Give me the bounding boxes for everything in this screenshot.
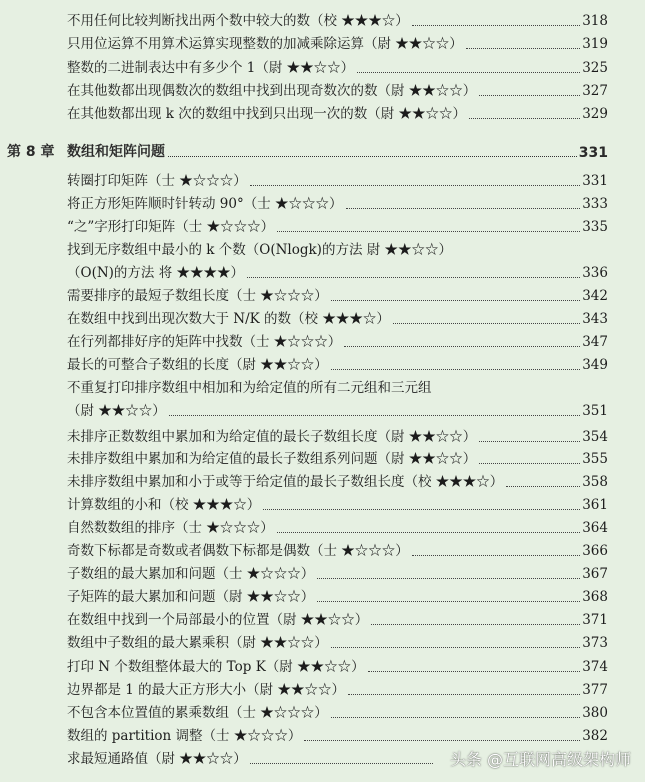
- toc-leader-dots: [412, 25, 580, 26]
- toc-entry[interactable]: [67, 101, 608, 123]
- toc-entry-page: 325: [582, 60, 608, 76]
- toc-entry-continued[interactable]: [67, 260, 608, 282]
- toc-entry-page: 327: [582, 83, 608, 99]
- toc-entry[interactable]: [67, 584, 608, 606]
- toc-entry-title: （O(N)的方法 将 ★★★★）: [67, 265, 244, 281]
- toc-entry-title: 在数组中找到出现次数大于 N/K 的数（校 ★★★☆）: [67, 311, 390, 327]
- toc-entry[interactable]: [67, 352, 608, 374]
- toc-entry-title: 最长的可整合子数组的长度（尉 ★★☆☆）: [67, 357, 328, 373]
- toc-entry-title: 不用任何比较判断找出两个数中较大的数（校 ★★★☆）: [67, 13, 409, 29]
- toc-entry-page: 358: [582, 474, 608, 490]
- toc-entry-title: 求最短通路值（尉 ★★☆☆）: [67, 751, 247, 767]
- toc-entry-page: 329: [582, 106, 608, 122]
- toc-entry[interactable]: [67, 424, 608, 446]
- toc-leader-dots: [331, 300, 580, 301]
- toc-entry[interactable]: [67, 654, 608, 676]
- toc-entry[interactable]: [67, 191, 608, 213]
- toc-leader-dots: [317, 601, 580, 602]
- toc-entry-page: 331: [582, 173, 608, 189]
- chapter-heading[interactable]: [7, 139, 608, 161]
- toc-leader-dots: [277, 231, 580, 232]
- toc-entry-title: 自然数数组的排序（士 ★☆☆☆）: [67, 520, 274, 536]
- toc-entry-title: 不包含本位置值的累乘数组（士 ★☆☆☆）: [67, 705, 328, 721]
- toc-entry-page: 361: [582, 497, 608, 513]
- toc-leader-dots: [250, 185, 580, 186]
- toc-entry[interactable]: [67, 515, 608, 537]
- toc-entry-title: 未排序数组中累加和小于或等于给定值的最长子数组长度（校 ★★★☆）: [67, 474, 504, 490]
- toc-entry-page: 374: [582, 659, 608, 675]
- toc-leader-dots: [169, 415, 580, 416]
- toc-entry-page: 335: [582, 219, 608, 235]
- toc-entry-title: 找到无序数组中最小的 k 个数（O(Nlogk)的方法 尉 ★★☆☆）: [67, 242, 453, 258]
- toc-entry-title: 子矩阵的最大累加和问题（尉 ★★☆☆）: [67, 589, 315, 605]
- toc-leader-dots: [479, 95, 580, 96]
- toc-entry-page: 354: [582, 429, 608, 445]
- toc-leader-dots: [371, 624, 580, 625]
- toc-leader-dots: [479, 441, 580, 442]
- toc-entry[interactable]: [67, 630, 608, 652]
- toc-entry-title: 转圈打印矩阵（士 ★☆☆☆）: [67, 173, 247, 189]
- toc-leader-dots: [247, 277, 580, 278]
- toc-entry-title: 子数组的最大累加和问题（士 ★☆☆☆）: [67, 566, 315, 582]
- toc-leader-dots: [479, 463, 580, 464]
- toc-entry-page: 364: [582, 520, 608, 536]
- toc-leader-dots: [393, 323, 580, 324]
- toc-entry-title: 奇数下标都是奇数或者偶数下标都是偶数（士 ★☆☆☆）: [67, 543, 409, 559]
- chapter-number: 第 8 章: [7, 144, 55, 160]
- toc-entry[interactable]: [67, 607, 608, 629]
- chapter-page: 331: [578, 145, 608, 161]
- toc-leader-dots: [250, 763, 433, 764]
- toc-entry[interactable]: [67, 8, 608, 30]
- toc-entry-page: 319: [582, 36, 608, 52]
- toc-entry-title: 边界都是 1 的最大正方形大小（尉 ★★☆☆）: [67, 682, 345, 698]
- toc-leader-dots: [344, 346, 580, 347]
- toc-leader-dots: [346, 208, 581, 209]
- toc-leader-dots: [331, 647, 580, 648]
- toc-leader-dots: [168, 156, 577, 157]
- toc-entry[interactable]: [67, 329, 608, 351]
- toc-leader-dots: [304, 740, 580, 741]
- toc-entry-title: 不重复打印排序数组中相加和为给定值的所有二元组和三元组: [67, 380, 432, 396]
- toc-entry-page: 371: [582, 612, 608, 628]
- toc-entry-page: 349: [582, 357, 608, 373]
- toc-entry[interactable]: [67, 561, 608, 583]
- toc-entry-page: 336: [582, 265, 608, 281]
- toc-entry-page: 318: [582, 13, 608, 29]
- toc-entry-title: 未排序数组中累加和为给定值的最长子数组系列问题（尉 ★★☆☆）: [67, 451, 477, 467]
- toc-entry-page: 333: [582, 196, 608, 212]
- toc-entry-title: 将正方形矩阵顺时针转动 90°（士 ★☆☆☆）: [67, 196, 343, 212]
- toc-entry[interactable]: [67, 78, 608, 100]
- toc-entry-title: 数组中子数组的最大累乘积（尉 ★★☆☆）: [67, 635, 328, 651]
- chapter-title: 数组和矩阵问题: [67, 144, 165, 160]
- toc-entry-page: 366: [582, 543, 608, 559]
- toc-entry-page: 382: [582, 728, 608, 744]
- toc-entry-title: “之”字形打印矩阵（士 ★☆☆☆）: [67, 219, 275, 235]
- toc-entry-page: 367: [582, 566, 608, 582]
- watermark: 头条 @互联网高级架构师: [449, 750, 631, 769]
- toc-entry-page: 377: [582, 682, 608, 698]
- toc-leader-dots: [506, 486, 580, 487]
- toc-entry-page: 368: [582, 589, 608, 605]
- toc-entry[interactable]: [67, 283, 608, 305]
- toc-leader-dots: [331, 369, 580, 370]
- toc-leader-dots: [368, 671, 581, 672]
- toc-entry-title: 打印 N 个数组整体最大的 Top K（尉 ★★☆☆）: [67, 659, 365, 675]
- toc-leader-dots: [331, 717, 580, 718]
- toc-entry[interactable]: [67, 214, 608, 236]
- toc-entry-continued[interactable]: [67, 398, 608, 420]
- toc-entry-page: 351: [582, 403, 608, 419]
- toc-entry[interactable]: [67, 168, 608, 190]
- toc-entry-title: 在其他数都出现偶数次的数组中找到出现奇数次的数（尉 ★★☆☆）: [67, 83, 477, 99]
- toc-entry-page: 373: [582, 635, 608, 651]
- toc-leader-dots: [469, 118, 580, 119]
- toc-leader-dots: [348, 694, 580, 695]
- toc-entry-title: 未排序正数数组中累加和为给定值的最长子数组长度（尉 ★★☆☆）: [67, 429, 477, 445]
- toc-entry[interactable]: [67, 31, 608, 53]
- toc-entry-title: 只用位运算不用算术运算实现整数的加减乘除运算（尉 ★★☆☆）: [67, 36, 463, 52]
- toc-entry[interactable]: [67, 723, 608, 745]
- toc-entry-page: 355: [582, 451, 608, 467]
- toc-entry[interactable]: [67, 677, 608, 699]
- toc-entry[interactable]: [67, 746, 435, 768]
- toc-entry[interactable]: [67, 492, 608, 514]
- toc-entry[interactable]: [67, 375, 608, 397]
- toc-entry[interactable]: [67, 538, 608, 560]
- toc-entry-title: 整数的二进制表达中有多少个 1（尉 ★★☆☆）: [67, 60, 355, 76]
- toc-entry-title: 数组的 partition 调整（士 ★☆☆☆）: [67, 728, 302, 744]
- toc-entry-page: 342: [582, 288, 608, 304]
- toc-entry-title: 需要排序的最短子数组长度（士 ★☆☆☆）: [67, 288, 328, 304]
- toc-leader-dots: [277, 532, 580, 533]
- toc-leader-dots: [263, 509, 580, 510]
- toc-entry[interactable]: [67, 469, 608, 491]
- toc-entry-title: （尉 ★★☆☆）: [67, 403, 166, 419]
- toc-leader-dots: [317, 578, 580, 579]
- toc-entry-page: 343: [582, 311, 608, 327]
- toc-entry[interactable]: [67, 237, 608, 259]
- toc-leader-dots: [466, 48, 580, 49]
- toc-entry-title: 在数组中找到一个局部最小的位置（尉 ★★☆☆）: [67, 612, 369, 628]
- toc-entry-title: 在行列都排好序的矩阵中找数（士 ★☆☆☆）: [67, 334, 342, 350]
- toc-leader-dots: [412, 555, 580, 556]
- toc-entry-title: 计算数组的小和（校 ★★★☆）: [67, 497, 261, 513]
- toc-entry-title: 在其他数都出现 k 次的数组中找到只出现一次的数（尉 ★★☆☆）: [67, 106, 467, 122]
- toc-leader-dots: [357, 72, 580, 73]
- toc-entry[interactable]: [67, 700, 608, 722]
- toc-entry-page: 347: [582, 334, 608, 350]
- toc-entry-page: 380: [582, 705, 608, 721]
- toc-entry[interactable]: [67, 306, 608, 328]
- toc-entry[interactable]: [67, 446, 608, 468]
- toc-entry[interactable]: [67, 55, 608, 77]
